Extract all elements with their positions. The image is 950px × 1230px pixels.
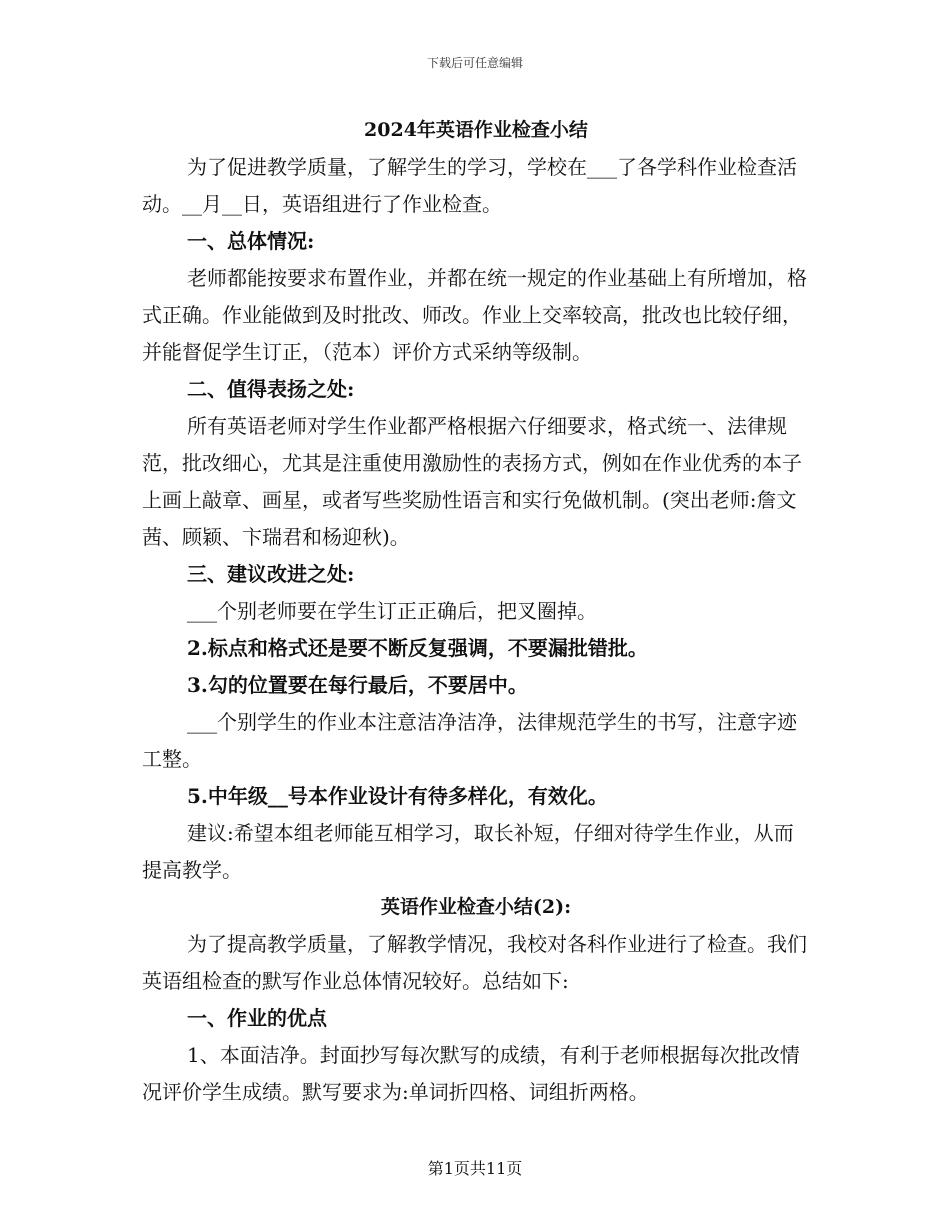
document-body — [142, 112, 810, 1111]
paragraph: 为了促进教学质量，了解学生的学习，学校在___了各学科作业检查活动。__月__日，英语组进行了作业检查。 — [142, 155, 797, 216]
paragraph: ___个别老师要在学生订正正确后，把叉圈掉。 — [187, 599, 597, 623]
section-heading: 3.勾的位置要在每行最后，不要居中。 — [187, 673, 528, 697]
paragraph: 建议:希望本组老师能互相学习，取长补短，仔细对待学生作业，从而提高教学。 — [142, 821, 794, 882]
section-heading: 一、总体情况: — [187, 229, 315, 253]
section-title: 英语作业检查小结(2): — [380, 896, 572, 918]
section-title: 2024年英语作业检查小结 — [364, 119, 588, 141]
section-heading: 一、作业的优点 — [187, 1006, 327, 1030]
paragraph: ___个别学生的作业本注意洁净洁净，法律规范学生的书写，注意字迹工整。 — [142, 710, 797, 771]
paragraph: 所有英语老师对学生作业都严格根据六仔细要求，格式统一、法律规范，批改细心，尤其是注重使用激励性的表扬方式，例如在作业优秀的本子上画上敲章、画星，或者写些奖励性语言和实行免做机制。(突出老师:詹文茜、顾颖、卞瑞君和杨迎秋)。 — [142, 414, 802, 549]
paragraph: 1、本面洁净。封面抄写每次默写的成绩，有利于老师根据每次批改情况评价学生成绩。默写要求为:单词折四格、词组折两格。 — [142, 1043, 800, 1104]
section-heading: 2.标点和格式还是要不断反复强调，不要漏批错批。 — [187, 636, 648, 660]
header-note: 下载后可任意编辑 — [426, 56, 523, 70]
page-footer: 第1页共11页 — [427, 1159, 523, 1178]
section-heading: 5.中年级__号本作业设计有待多样化，有效化。 — [187, 784, 608, 808]
section-heading: 三、建议改进之处: — [187, 562, 355, 586]
section-heading: 二、值得表扬之处: — [187, 377, 355, 401]
paragraph: 为了提高教学质量，了解教学情况，我校对各科作业进行了检查。我们英语组检查的默写作业总体情况较好。总结如下: — [142, 932, 807, 993]
paragraph: 老师都能按要求布置作业，并都在统一规定的作业基础上有所增加，格式正确。作业能做到及时批改、师改。作业上交率较高，批改也比较仔细，并能督促学生订正，（范本）评价方式采纳等级制。 — [142, 266, 807, 364]
